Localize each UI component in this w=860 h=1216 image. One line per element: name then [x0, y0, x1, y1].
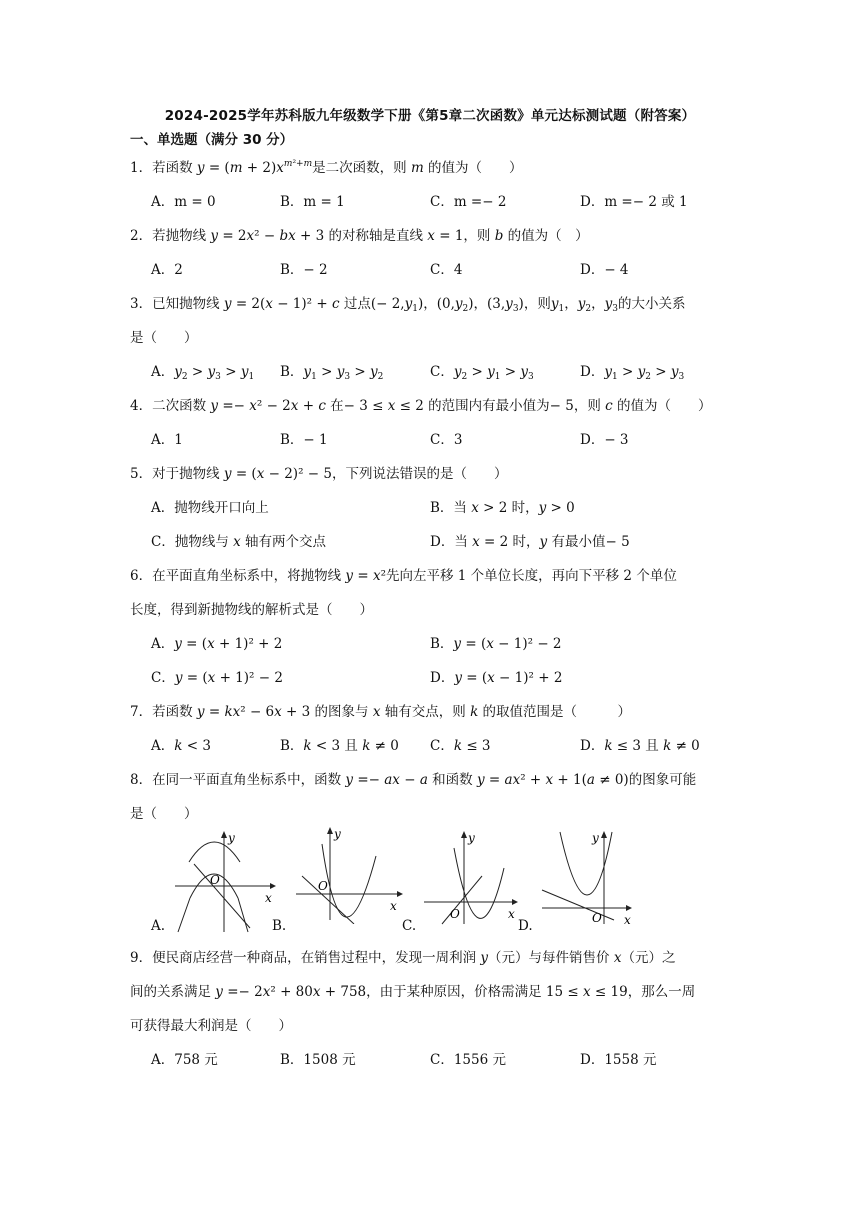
q1-stem: 1．若函数 $y = (m + 2)x^{m^2+m}$是二次函数，则 m 的值为（ ）: [130, 159, 523, 176]
q8-graph-c-x-label: x: [508, 907, 515, 921]
q7-stem: 7．若函数 y = kx² − 6x + 3 的图象与 x 轴有交点，则 k 的取值范围是（ ）: [130, 704, 632, 720]
q3-option-c[interactable]: C．$y_2 > y_1 > y_3$: [430, 364, 534, 382]
q2-option-c[interactable]: C．4: [430, 262, 463, 278]
document-title: 2024-2025学年苏科版九年级数学下册《第5章二次函数》单元达标测试题（附答案）: [164, 108, 696, 124]
q8-graph-a-x-label: x: [265, 891, 272, 905]
q8-option-b[interactable]: B.: [272, 918, 287, 934]
q6-option-b[interactable]: B．y = (x − 1)² − 2: [430, 636, 562, 652]
q8-graph-d-y-label: y: [592, 831, 599, 845]
q3-stem-line2: 是（ ）: [130, 330, 198, 346]
q8-graph-d-x-label: x: [624, 913, 631, 927]
q1-option-b[interactable]: B．m = 1: [280, 194, 345, 210]
q4-option-a[interactable]: A．1: [151, 432, 183, 448]
q2-option-b[interactable]: B．− 2: [280, 262, 328, 278]
q6-option-a[interactable]: A．y = (x + 1)² + 2: [151, 636, 283, 652]
q9-stem-line3: 可获得最大利润是（ ）: [130, 1018, 292, 1034]
q8-graph-b: [292, 824, 410, 924]
q4-option-d[interactable]: D．− 3: [580, 432, 629, 448]
q6-option-c[interactable]: C．y = (x + 1)² − 2: [151, 670, 283, 686]
q2-stem: 2．若抛物线 y = 2x² − bx + 3 的对称轴是直线 x = 1，则 b 的值为（ ）: [130, 228, 589, 244]
q8-option-d[interactable]: D.: [518, 918, 533, 934]
q9-option-d[interactable]: D．1558 元: [580, 1052, 657, 1068]
q8-graph-d: [538, 828, 638, 928]
q5-stem: 5．对于抛物线 y = (x − 2)² − 5，下列说法错误的是（ ）: [130, 466, 508, 482]
q1-option-c[interactable]: C．m =− 2: [430, 194, 507, 210]
q8-stem-line2: 是（ ）: [130, 806, 198, 822]
q5-option-d[interactable]: D．当 x = 2 时，y 有最小值− 5: [430, 534, 630, 550]
q3-option-a[interactable]: A．$y_2 > y_3 > y_1$: [151, 364, 255, 382]
q3-option-d[interactable]: D．$y_1 > y_2 > y_3$: [580, 364, 685, 382]
q9-stem-line1: 9．便民商店经营一种商品，在销售过程中，发现一周利润 y（元）与每件销售价 x（元）之: [130, 950, 676, 966]
q5-option-b[interactable]: B．当 x > 2 时，y > 0: [430, 500, 575, 516]
q9-option-b[interactable]: B．1508 元: [280, 1052, 356, 1068]
q8-graph-c: [420, 828, 522, 928]
q5-option-a[interactable]: A．抛物线开口向上: [151, 500, 269, 516]
q3-option-b[interactable]: B．$y_1 > y_3 > y_2$: [280, 364, 384, 382]
q1-option-a[interactable]: A．m = 0: [151, 194, 216, 210]
q8-graph-d-origin-label: O: [592, 911, 602, 925]
section-heading: 一、单选题（满分 30 分）: [130, 132, 294, 148]
q5-option-c[interactable]: C．抛物线与 x 轴有两个交点: [151, 534, 327, 550]
q9-stem-line2: 间的关系满足 y =− 2x² + 80x + 758，由于某种原因，价格需满足 15 ≤ x ≤ 19，那么一周: [130, 984, 696, 1000]
q8-graph-c-y-label: y: [468, 831, 475, 845]
q8-option-c[interactable]: C.: [402, 918, 417, 934]
q2-option-d[interactable]: D．− 4: [580, 262, 629, 278]
q7-option-c[interactable]: C．k ≤ 3: [430, 738, 491, 754]
q4-stem: 4．二次函数 y =− x² − 2x + c 在− 3 ≤ x ≤ 2 的范围内有最小值为− 5，则 c 的值为（ ）: [130, 398, 712, 414]
q8-graph-a-origin-label: O: [210, 873, 220, 887]
q8-graph-a-y-label: y: [228, 831, 235, 845]
q6-stem-line2: 长度，得到新抛物线的解析式是（ ）: [130, 602, 373, 618]
q4-option-b[interactable]: B．− 1: [280, 432, 328, 448]
q8-stem-line1: 8．在同一平面直角坐标系中，函数 y =− ax − a 和函数 y = ax² + x + 1(a ≠ 0)的图象可能: [130, 772, 697, 788]
q8-graph-b-origin-label: O: [318, 879, 328, 893]
q1-option-d[interactable]: D．m =− 2 或 1: [580, 194, 688, 210]
q6-stem-line1: 6．在平面直角坐标系中，将抛物线 y = x²先向左平移 1 个单位长度，再向下平移 2 个单位: [130, 568, 677, 584]
q2-option-a[interactable]: A．2: [151, 262, 183, 278]
q3-stem-line1: 3．已知抛物线 y = 2(x − 1)² + c 过点(− $2,y_1$)，$(0,y_2)$，$(3,y_3)$，则$y_1$，$y_2$，$y_3$的大小关系: [130, 296, 686, 314]
q7-option-b[interactable]: B．k < 3 且 k ≠ 0: [280, 738, 399, 754]
q8-graph-b-y-label: y: [334, 827, 341, 841]
q7-option-a[interactable]: A．k < 3: [151, 738, 211, 754]
q8-graph-b-x-label: x: [390, 899, 397, 913]
q8-graph-a: [170, 828, 280, 934]
q8-option-a[interactable]: A.: [151, 918, 166, 934]
q6-option-d[interactable]: D．y = (x − 1)² + 2: [430, 670, 563, 686]
q4-option-c[interactable]: C．3: [430, 432, 463, 448]
q7-option-d[interactable]: D．k ≤ 3 且 k ≠ 0: [580, 738, 700, 754]
q9-option-a[interactable]: A．758 元: [151, 1052, 218, 1068]
q9-option-c[interactable]: C．1556 元: [430, 1052, 506, 1068]
q8-graph-c-origin-label: O: [450, 907, 460, 921]
